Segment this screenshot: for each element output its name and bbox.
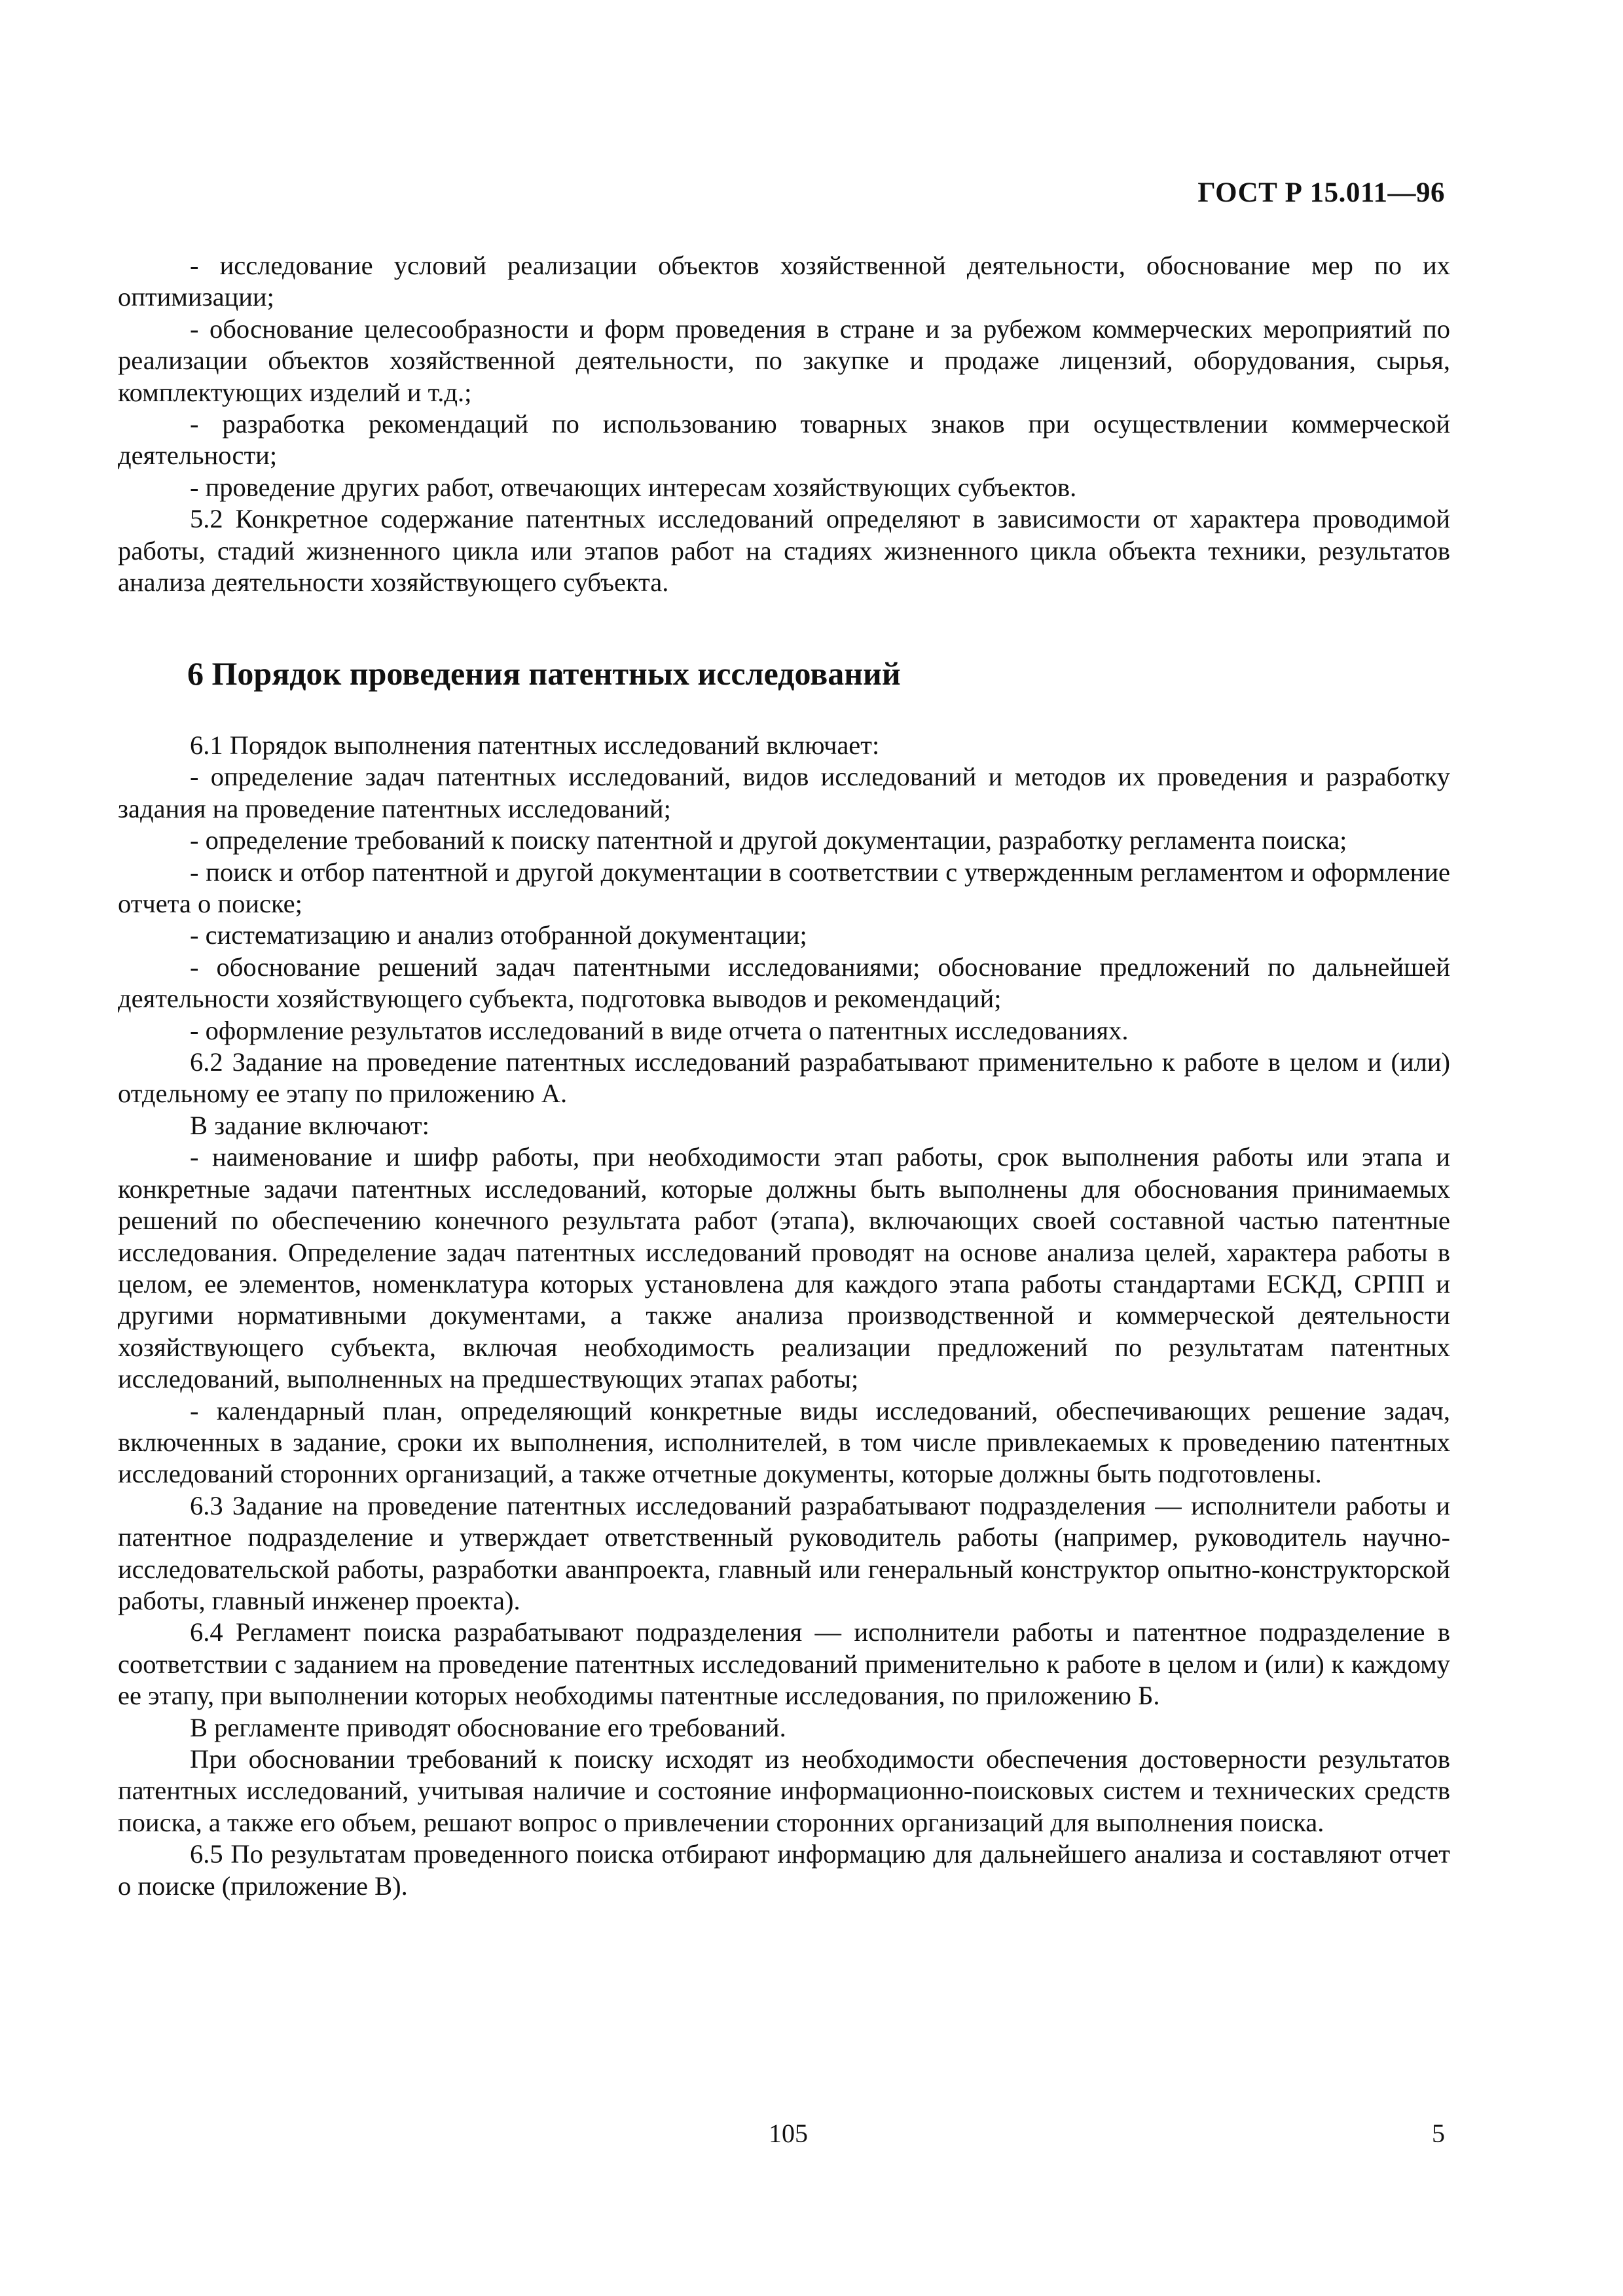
paragraph: - наименование и шифр работы, при необходимости этап работы, срок выполнения работы или этапа и конкретные задачи патентных исследований, которые должны быть выполнены для обоснования принимаемых решений по обеспечению конечного результата работ (этапа), включающих своей составной частью патентные исследования. Определение задач патентных исследований проводят на основе анализа целей, характера работы в целом, ее элементов, номенклатура которых установлена для каждого этапа работы стандартами ЕСКД, СРПП и другими нормативными документами, а также анализа производственной и коммерческой деятельности хозяйствующего субъекта, включая необходимость реализации предложений по результатам патентных исследований, выполненных на предшествующих этапах работы; [118,1142,1450,1394]
paragraph: - календарный план, определяющий конкретные виды исследований, обеспечивающих решение задач, включенных в задание, сроки их выполнения, исполнителей, в том числе привлекаемых к проведению патентных исследований сторонних организаций, а также отчетные документы, которые должны быть подготовлены. [118,1395,1450,1489]
paragraph: - проведение других работ, отвечающих интересам хозяйствующих субъектов. [190,472,1077,502]
paragraph: 5.2 Конкретное содержание патентных исследований определяют в зависимости от характера проводимой работы, стадий жизненного цикла или этапов работ на стадиях жизненного цикла объекта техники, результатов анализа деятельности хозяйствующего субъекта. [118,504,1450,598]
document-code-header: ГОСТ Р 15.011—96 [1197,177,1445,208]
paragraph: В регламенте приводят обоснование его требований. [190,1712,786,1742]
page-number-collection: 105 [769,2119,808,2148]
paragraph: - оформление результатов исследований в виде отчета о патентных исследованиях. [190,1015,1129,1045]
section-6-heading: 6 Порядок проведения патентных исследований [187,655,901,692]
paragraph: - поиск и отбор патентной и другой документации в соответствии с утвержденным регламентом и оформление отчета о поиске; [118,857,1450,919]
paragraph: - исследование условий реализации объектов хозяйственной деятельности, обоснование мер по их оптимизации; [118,251,1450,312]
section-5-continuation [118,250,1450,598]
paragraph: - определение задач патентных исследований, видов исследований и методов их проведения и разработку задания на проведение патентных исследований; [118,762,1450,823]
page-number-document: 5 [1432,2119,1445,2148]
paragraph: - обоснование целесообразности и форм проведения в стране и за рубежом коммерческих мероприятий по реализации объектов хозяйственной деятельности, по закупке и продаже лицензий, оборудования, сырья, комплектующих изделий и т.д.; [118,314,1450,407]
paragraph: 6.5 По результатам проведенного поиска отбирают информацию для дальнейшего анализа и составляют отчет о поиске (приложение В). [118,1839,1450,1901]
paragraph: - разработка рекомендаций по использованию товарных знаков при осуществлении коммерческой деятельности; [118,409,1450,471]
paragraph: 6.4 Регламент поиска разрабатывают подразделения — исполнители работы и патентное подразделение в соответствии с заданием на проведение патентных исследований применительно к работе в целом и (или) к каждому ее этапу, при выполнении которых необходимы патентные исследования, по приложению Б. [118,1617,1450,1711]
paragraph: 6.3 Задание на проведение патентных исследований разрабатывают подразделения — исполнители работы и патентное подразделение и утверждает ответственный руководитель работы (например, руководитель научно-исследовательской работы, разработки аванпроекта, главный или генеральный конструктор опытно-конструкторской работы, главный инженер проекта). [118,1490,1450,1615]
paragraph: 6.2 Задание на проведение патентных исследований разрабатывают применительно к работе в целом и (или) отдельному ее этапу по приложению А. [118,1047,1450,1109]
paragraph: 6.1 Порядок выполнения патентных исследований включает: [190,730,880,760]
paragraph: - систематизацию и анализ отобранной документации; [190,920,807,950]
section-6-body [118,730,1450,1902]
paragraph: - определение требований к поиску патентной и другой документации, разработку регламента поиска; [190,825,1347,855]
paragraph: При обосновании требований к поиску исходят из необходимости обеспечения достоверности результатов патентных исследований, учитывая наличие и состояние информационно-поисковых систем и технических средств поиска, а также его объем, решают вопрос о привлечении сторонних организаций для выполнения поиска. [118,1744,1450,1837]
paragraph: В задание включают: [190,1110,429,1140]
paragraph: - обоснование решений задач патентными исследованиями; обоснование предложений по дальнейшей деятельности хозяйствующего субъекта, подготовка выводов и рекомендаций; [118,952,1450,1014]
